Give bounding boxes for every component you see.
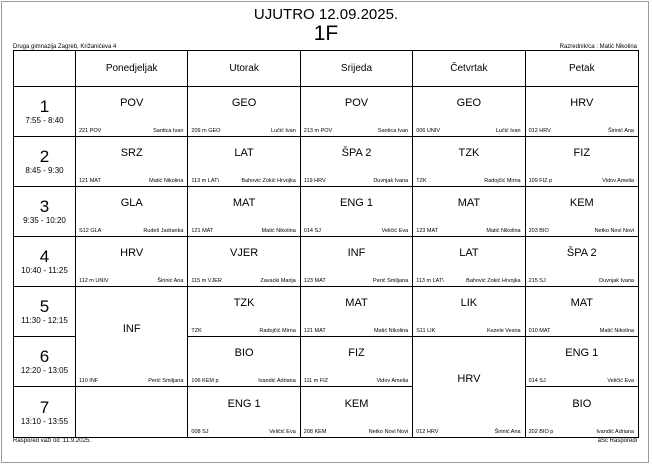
period-time: 13:10 - 13:55: [20, 416, 69, 426]
lesson-teacher: Širinić Ana: [608, 128, 634, 134]
lesson-cell: [413, 287, 525, 337]
lesson-teacher: Širinić Ana: [157, 278, 184, 284]
lesson-room: 106 KEM p: [191, 378, 219, 384]
lesson-cell: [526, 137, 638, 187]
day-header-wednesday: Srijeda: [301, 51, 413, 87]
lesson-cell: [301, 187, 413, 237]
lesson-cell: [76, 237, 188, 287]
lesson-cell: [188, 237, 300, 287]
lesson-cell: [76, 187, 188, 237]
lesson-cell: [413, 237, 525, 287]
lesson-cell: [301, 237, 413, 287]
period-time: 7:55 - 8:40: [25, 116, 64, 125]
lesson-room: 014 SJ: [528, 378, 546, 384]
lesson-subject: KEM: [569, 197, 594, 210]
day-header-tuesday: Utorak: [188, 51, 300, 87]
lesson-room: 121 MAT: [191, 228, 214, 234]
lesson-room: 123 MAT: [303, 278, 326, 284]
lesson-cell: [413, 187, 525, 237]
lesson-room: 221 POV: [79, 128, 102, 134]
lesson-subject: TZK: [458, 147, 480, 160]
lesson-room: 208 KEM: [303, 429, 327, 435]
period-time: 9:35 - 10:20: [23, 216, 66, 225]
school-name: Druga gimnazija Zagreb, Križanićeva 4: [13, 44, 117, 50]
lesson-room: 115 m VJER: [191, 278, 222, 284]
lesson-teacher: Matić Nikolina: [373, 328, 409, 334]
lesson-room: 121 MAT: [79, 178, 101, 184]
lesson-teacher: Širinić Ana: [494, 429, 521, 435]
lesson-subject: SRZ: [120, 147, 143, 160]
lesson-teacher: Santica Ivan: [377, 128, 409, 134]
lesson-cell: [526, 187, 638, 237]
corner-cell: [14, 51, 76, 87]
lesson-room: 006 UNIV: [416, 128, 441, 134]
lesson-subject: MAT: [345, 297, 368, 310]
period-cell: [14, 287, 76, 337]
lesson-room: 111 m FIZ: [303, 378, 329, 384]
lesson-teacher: Bahović Zokić Hrvojka: [466, 278, 521, 284]
lesson-cell: [301, 337, 413, 387]
lesson-cell: [76, 137, 188, 187]
lesson-cell: [301, 387, 413, 437]
lesson-teacher: Rudeš Jadranka: [143, 228, 184, 234]
lesson-cell: [188, 287, 300, 337]
lesson-teacher: Perić Smiljana: [373, 278, 409, 284]
lesson-cell: [526, 337, 638, 387]
lesson-subject: INF: [122, 322, 141, 335]
lesson-subject: BIO: [572, 397, 592, 410]
lesson-cell: [413, 137, 525, 187]
lesson-room: 112 m UNIV: [79, 278, 109, 284]
day-header-monday: Ponedjeljak: [76, 51, 188, 87]
homeroom-teacher: Razrednik/ca : Matić Nikolina: [559, 44, 637, 50]
period-number: 3: [39, 197, 50, 216]
lesson-room: 202 BIO p: [528, 429, 554, 435]
period-cell: [14, 87, 76, 137]
lesson-teacher: Vidov Amelia: [602, 178, 634, 184]
software-credit: aSc Rasporedi: [597, 438, 637, 444]
lesson-subject: ENG 1: [565, 347, 599, 360]
lesson-cell-double: [413, 337, 525, 437]
lesson-teacher: Zavacki Marija: [260, 278, 296, 284]
lesson-room: 213 m POV: [303, 128, 333, 134]
day-header-thursday: Četvrtak: [413, 51, 525, 87]
lesson-subject: INF: [347, 247, 366, 260]
lesson-subject: POV: [344, 97, 369, 110]
lesson-subject: KEM: [344, 397, 369, 410]
lesson-cell: [526, 87, 638, 137]
lesson-room: 110 INF: [79, 378, 99, 384]
lesson-subject: VJER: [230, 247, 259, 260]
lesson-cell: [188, 137, 300, 187]
lesson-teacher: Radojčić Mirna: [484, 178, 521, 184]
lesson-teacher: Matić Nikolina: [149, 178, 184, 184]
lesson-cell-double: [76, 287, 188, 387]
lesson-teacher: Ivandić Adriana: [258, 378, 296, 384]
lesson-teacher: Lučić Ivan: [271, 128, 296, 134]
lesson-cell: [76, 87, 188, 137]
lesson-teacher: Veličić Eva: [381, 228, 409, 234]
lesson-room: 010 MAT: [528, 328, 551, 334]
lesson-teacher: Kezele Vesna: [486, 328, 521, 334]
lesson-subject: ENG 1: [339, 197, 373, 210]
lesson-subject: HRV: [120, 247, 144, 260]
period-cell: [14, 237, 76, 287]
lesson-cell: [188, 87, 300, 137]
lesson-teacher: Matić Nikolina: [599, 328, 634, 334]
lesson-room: 113 m LAT\: [191, 178, 220, 184]
lesson-teacher: Veličić Eva: [607, 378, 634, 384]
lesson-subject: HRV: [457, 373, 481, 385]
empty-cell: [76, 387, 188, 437]
lesson-subject: GEO: [231, 97, 257, 110]
lesson-room: S11 LIK: [416, 328, 436, 334]
lesson-subject: ŠPA 2: [341, 147, 372, 160]
lesson-teacher: Radojčić Mirna: [259, 328, 296, 334]
lesson-teacher: Netko Novi Novi: [594, 228, 634, 234]
period-number: 5: [39, 297, 50, 316]
lesson-room: TZK: [191, 328, 202, 334]
lesson-subject: LAT: [459, 247, 479, 260]
period-number: 7: [39, 397, 50, 417]
lesson-cell: [413, 87, 525, 137]
lesson-teacher: Netko Novi Novi: [368, 429, 409, 435]
lesson-subject: GEO: [456, 97, 482, 110]
period-time: 11:30 - 12:15: [21, 316, 68, 325]
timetable-grid: [13, 50, 639, 438]
lesson-room: 012 HRV: [528, 128, 551, 134]
lesson-room: 113 m LAT\: [416, 278, 444, 284]
period-time: 10:40 - 11:25: [21, 266, 68, 275]
lesson-room: 012 HRV: [416, 429, 439, 435]
period-number: 2: [39, 147, 50, 166]
timetable-title: UJUTRO 12.09.2025.: [253, 6, 399, 23]
lesson-subject: TZK: [233, 297, 255, 310]
period-cell: [14, 387, 76, 437]
lesson-cell: [301, 137, 413, 187]
lesson-room: 119 HRV: [303, 178, 326, 184]
lesson-teacher: Vidov Amelia: [376, 378, 409, 384]
lesson-cell: [526, 387, 638, 437]
lesson-teacher: Bahović Zokić Hrvojka: [241, 178, 296, 184]
lesson-teacher: Duvnjak Ivana: [599, 278, 634, 284]
lesson-room: 203 BIO: [528, 228, 549, 234]
lesson-cell: [301, 287, 413, 337]
lesson-room: 215 SJ: [528, 278, 546, 284]
lesson-subject: POV: [120, 97, 144, 110]
lesson-subject: MAT: [232, 197, 256, 210]
period-cell: [14, 187, 76, 237]
lesson-subject: HRV: [570, 97, 594, 110]
lesson-subject: GLA: [120, 197, 143, 210]
lesson-room: 123 MAT: [416, 228, 439, 234]
lesson-room: 109 FIZ p: [528, 178, 553, 184]
lesson-room: 209 m GEO: [191, 128, 221, 134]
period-number: 1: [39, 97, 50, 116]
lesson-teacher: Duvnjak Ivana: [373, 178, 409, 184]
lesson-room: TZK: [416, 178, 427, 184]
lesson-teacher: Veličić Eva: [269, 429, 296, 435]
lesson-subject: MAT: [457, 197, 481, 210]
lesson-cell: [526, 287, 638, 337]
period-cell: [14, 337, 76, 387]
lesson-cell: [526, 237, 638, 287]
valid-from-note: Raspored važi od :11.9.2025.: [13, 438, 91, 444]
lesson-subject: FIZ: [348, 347, 365, 360]
lesson-subject: FIZ: [573, 147, 591, 160]
lesson-room: S12 GLA: [79, 228, 102, 234]
lesson-teacher: Perić Smiljana: [148, 378, 184, 384]
lesson-subject: BIO: [234, 347, 254, 360]
lesson-room: 014 SJ: [303, 228, 321, 234]
lesson-teacher: Matić Nikolina: [486, 228, 521, 234]
lesson-teacher: Santica Ivan: [153, 128, 184, 134]
lesson-room: 121 MAT: [303, 328, 326, 334]
lesson-cell: [188, 337, 300, 387]
period-number: 6: [39, 347, 50, 366]
day-header-friday: Petak: [526, 51, 638, 87]
lesson-subject: MAT: [570, 297, 593, 310]
lesson-subject: LIK: [460, 297, 478, 310]
lesson-room: 008 SJ: [191, 429, 209, 435]
period-time: 12:20 - 13:05: [20, 366, 69, 375]
lesson-subject: ŠPA 2: [566, 247, 597, 260]
lesson-teacher: Matić Nikolina: [261, 228, 296, 234]
lesson-subject: ENG 1: [227, 397, 261, 410]
lesson-cell: [188, 187, 300, 237]
period-cell: [14, 137, 76, 187]
lesson-subject: LAT: [234, 147, 254, 160]
class-name: 1F: [313, 22, 339, 45]
period-time: 8:45 - 9:30: [25, 166, 64, 175]
lesson-cell: [301, 87, 413, 137]
period-number: 4: [39, 247, 50, 266]
lesson-teacher: Lučić Ivan: [495, 128, 521, 134]
lesson-teacher: Ivandić Adriana: [596, 429, 634, 435]
lesson-cell: [188, 387, 300, 437]
